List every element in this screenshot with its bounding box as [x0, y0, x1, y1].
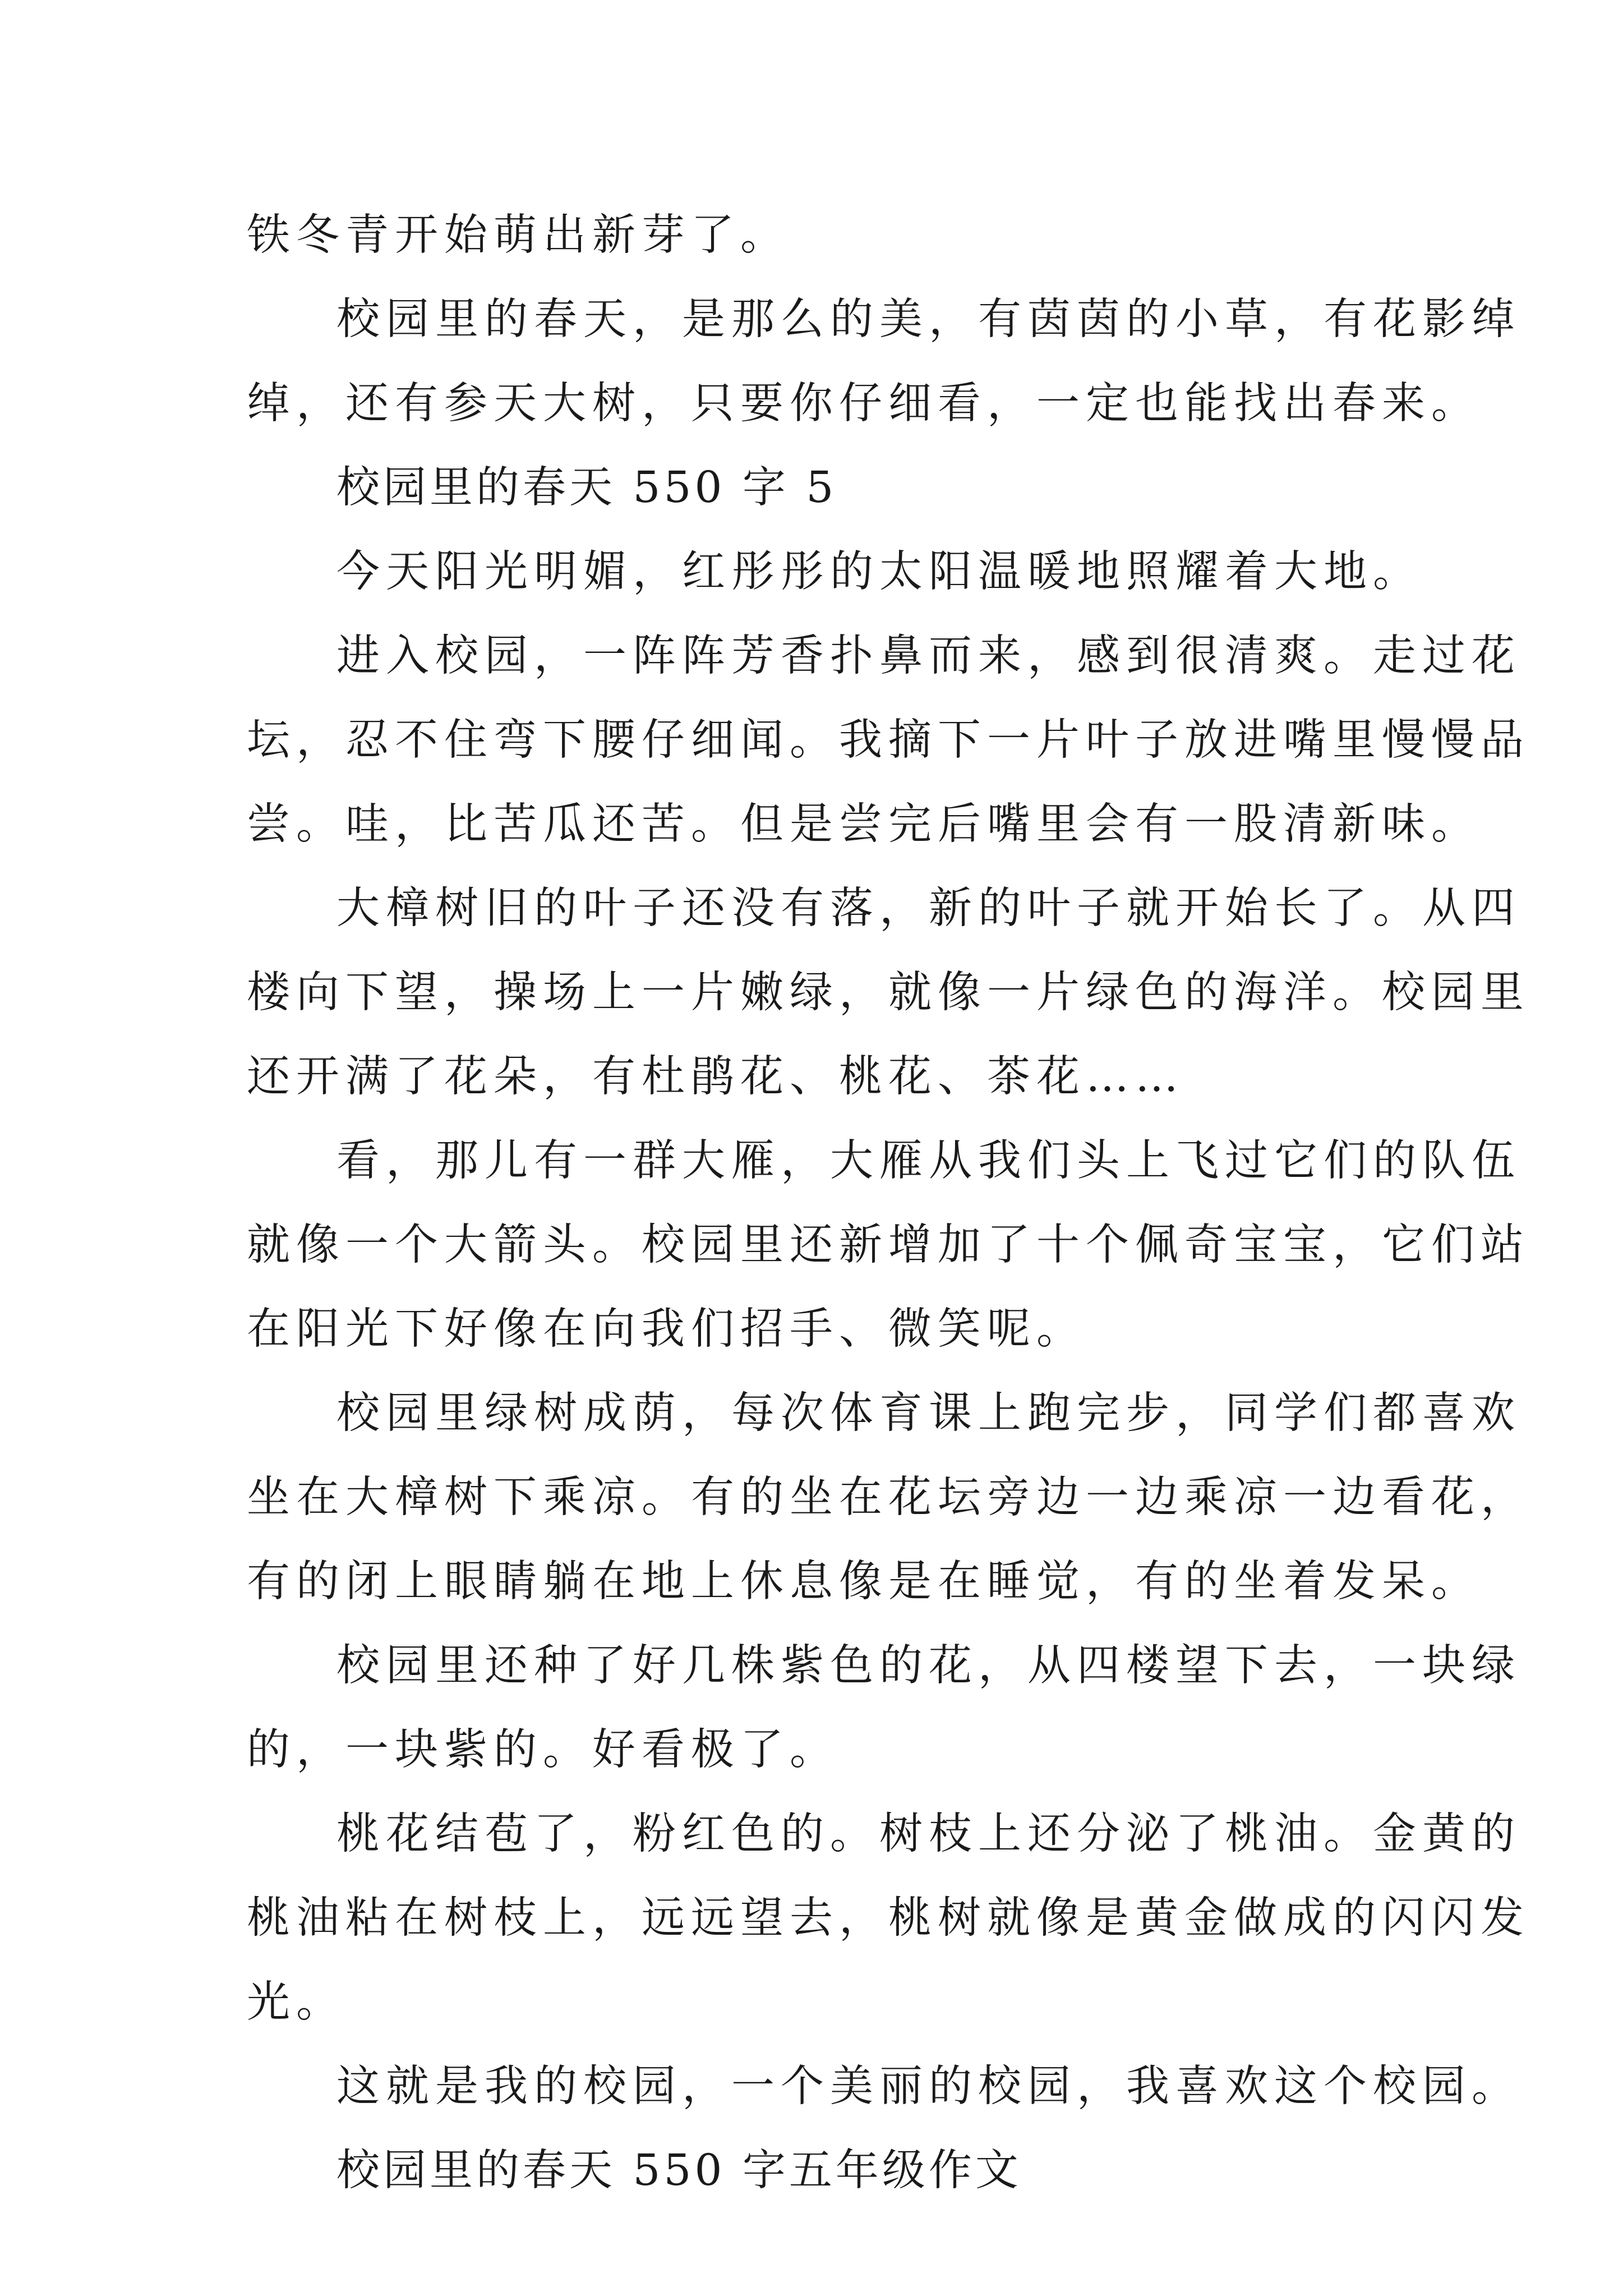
section-heading: 校园里的春天 550 字 5 [336, 463, 837, 513]
text-line: 看，那儿有一群大雁，大雁从我们头上飞过它们的队伍 [336, 1136, 1521, 1186]
text-line: 坛，忍不住弯下腰仔细闻。我摘下一片叶子放进嘴里慢慢品 [247, 715, 1530, 765]
text-line: 校园里还种了好几株紫色的花，从四楼望下去，一块绿 [336, 1641, 1521, 1691]
text-line: 桃花结苞了，粉红色的。树枝上还分泌了桃油。金黄的 [336, 1809, 1521, 1859]
text-line: 楼向下望，操场上一片嫩绿，就像一片绿色的海洋。校园里 [247, 968, 1530, 1018]
text-line: 就像一个大箭头。校园里还新增加了十个佩奇宝宝，它们站 [247, 1220, 1530, 1270]
text-line: 有的闭上眼睛躺在地上休息像是在睡觉，有的坐着发呆。 [247, 1557, 1481, 1607]
text-line: 大樟树旧的叶子还没有落，新的叶子就开始长了。从四 [336, 884, 1521, 933]
section-heading: 校园里的春天 550 字五年级作文 [336, 2146, 1022, 2196]
text-line: 坐在大樟树下乘凉。有的坐在花坛旁边一边乘凉一边看花， [247, 1473, 1530, 1522]
text-line: 绰，还有参天大树，只要你仔细看，一定也能找出春来。 [247, 379, 1481, 429]
text-line: 在阳光下好像在向我们招手、微笑呢。 [247, 1304, 1086, 1354]
text-line: 进入校园，一阵阵芳香扑鼻而来，感到很清爽。走过花 [336, 631, 1521, 681]
text-line: 还开满了花朵，有杜鹃花、桃花、茶花…… [247, 1052, 1184, 1102]
text-line: 这就是我的校园，一个美丽的校园，我喜欢这个校园。 [336, 2062, 1521, 2111]
text-line: 尝。哇，比苦瓜还苦。但是尝完后嘴里会有一股清新味。 [247, 799, 1481, 849]
text-line: 的，一块紫的。好看极了。 [247, 1725, 839, 1775]
text-line: 校园里的春天，是那么的美，有茵茵的小草，有花影绰 [336, 295, 1521, 344]
text-line: 今天阳光明媚，红彤彤的太阳温暖地照耀着大地。 [336, 547, 1422, 597]
text-line: 铁冬青开始萌出新芽了。 [247, 210, 790, 260]
text-line: 校园里绿树成荫，每次体育课上跑完步，同学们都喜欢 [336, 1388, 1521, 1438]
text-line: 桃油粘在树枝上，远远望去，桃树就像是黄金做成的闪闪发 [247, 1893, 1530, 1943]
text-line: 光。 [247, 1977, 345, 2027]
